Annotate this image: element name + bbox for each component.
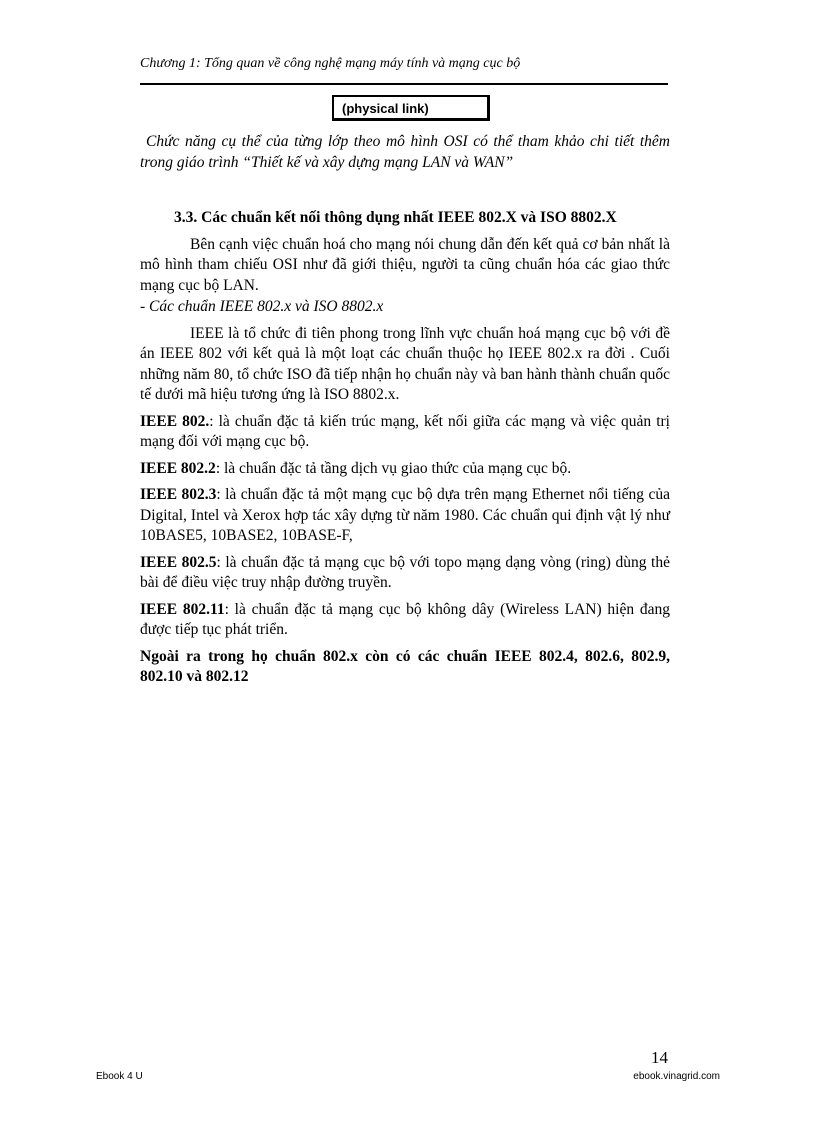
standard-name: IEEE 802.3 — [140, 486, 217, 503]
standard-name: IEEE 802. — [140, 412, 210, 430]
footer-right: ebook.vinagrid.com — [633, 1071, 720, 1082]
header-rule — [140, 83, 668, 85]
standard-802-2 — [140, 459, 670, 480]
standard-desc: : là chuẩn đặc tả mạng cục bộ với topo mạng dạng vòng (ring) dùng thẻ bài để điều việc truy nhập đường truyền. — [140, 553, 670, 591]
paragraph-2: IEEE là tổ chức đi tiên phong trong lĩnh vực chuẩn hoá mạng cục bộ với đề án IEEE 802 với kết quả là một loạt các chuẩn thuộc họ IEEE 802.x ra đời . Cuối những năm 80, tổ chức ISO đã tiếp nhận họ chuẩn này và ban hành thành chuẩn quốc tế dưới mã hiệu tương ứng là ISO 8802.x. — [140, 324, 670, 403]
subheading: - Các chuẩn IEEE 802.x và ISO 8802.x — [140, 298, 384, 315]
standard-802 — [140, 412, 670, 453]
body-text — [140, 132, 670, 688]
paragraph-1: Bên cạnh việc chuẩn hoá cho mạng nói chung dẫn đến kết quả cơ bản nhất là mô hình tham chiếu OSI như đã giới thiệu, người ta cũng chuẩn hóa các giao thức mạng cục bộ LAN. — [140, 235, 670, 294]
standard-name: IEEE 802.2 — [140, 459, 216, 477]
standard-name: IEEE 802.5 — [140, 553, 217, 571]
footer-left: Ebook 4 U — [96, 1071, 143, 1082]
standard-802-3 — [140, 485, 670, 547]
page-number: 14 — [651, 1048, 668, 1067]
standard-name: IEEE 802.11 — [140, 600, 225, 618]
standard-802-5 — [140, 553, 670, 594]
intro-paragraph: Chức năng cụ thể của từng lớp theo mô hình OSI có thể tham khảo chi tiết thêm trong giáo trình “Thiết kế và xây dựng mạng LAN và WAN” — [140, 133, 670, 171]
standard-desc: : là chuẩn đặc tả kiến trúc mạng, kết nối giữa các mạng và việc quản trị mạng đối với mạng cục bộ. — [140, 412, 670, 450]
standard-desc: : là chuẩn đặc tả một mạng cục bộ dựa trên mạng Ethernet nổi tiếng của Digital, Intel và Xerox hợp tác xây dựng từ năm 1980. Các chuẩn qui định vật lý như 10BASE5, 10BASE2, 10BASE-F, — [140, 486, 670, 544]
standard-802-11 — [140, 600, 670, 641]
section-heading: 3.3. Các chuẩn kết nối thông dụng nhất IEEE 802.X và ISO 8802.X — [174, 209, 617, 226]
closing-paragraph: Ngoài ra trong họ chuẩn 802.x còn có các chuẩn IEEE 802.4, 802.6, 802.9, 802.10 và 802.12 — [140, 647, 670, 685]
physical-link-box: (physical link) — [332, 95, 490, 121]
standard-desc: : là chuẩn đặc tả mạng cục bộ không dây (Wireless LAN) hiện đang được tiếp tục phát triển. — [140, 600, 670, 638]
standard-desc: : là chuẩn đặc tả tầng dịch vụ giao thức của mạng cục bộ. — [215, 459, 572, 477]
chapter-header: Chương 1: Tổng quan về công nghệ mạng máy tính và mạng cục bộ — [140, 56, 521, 71]
